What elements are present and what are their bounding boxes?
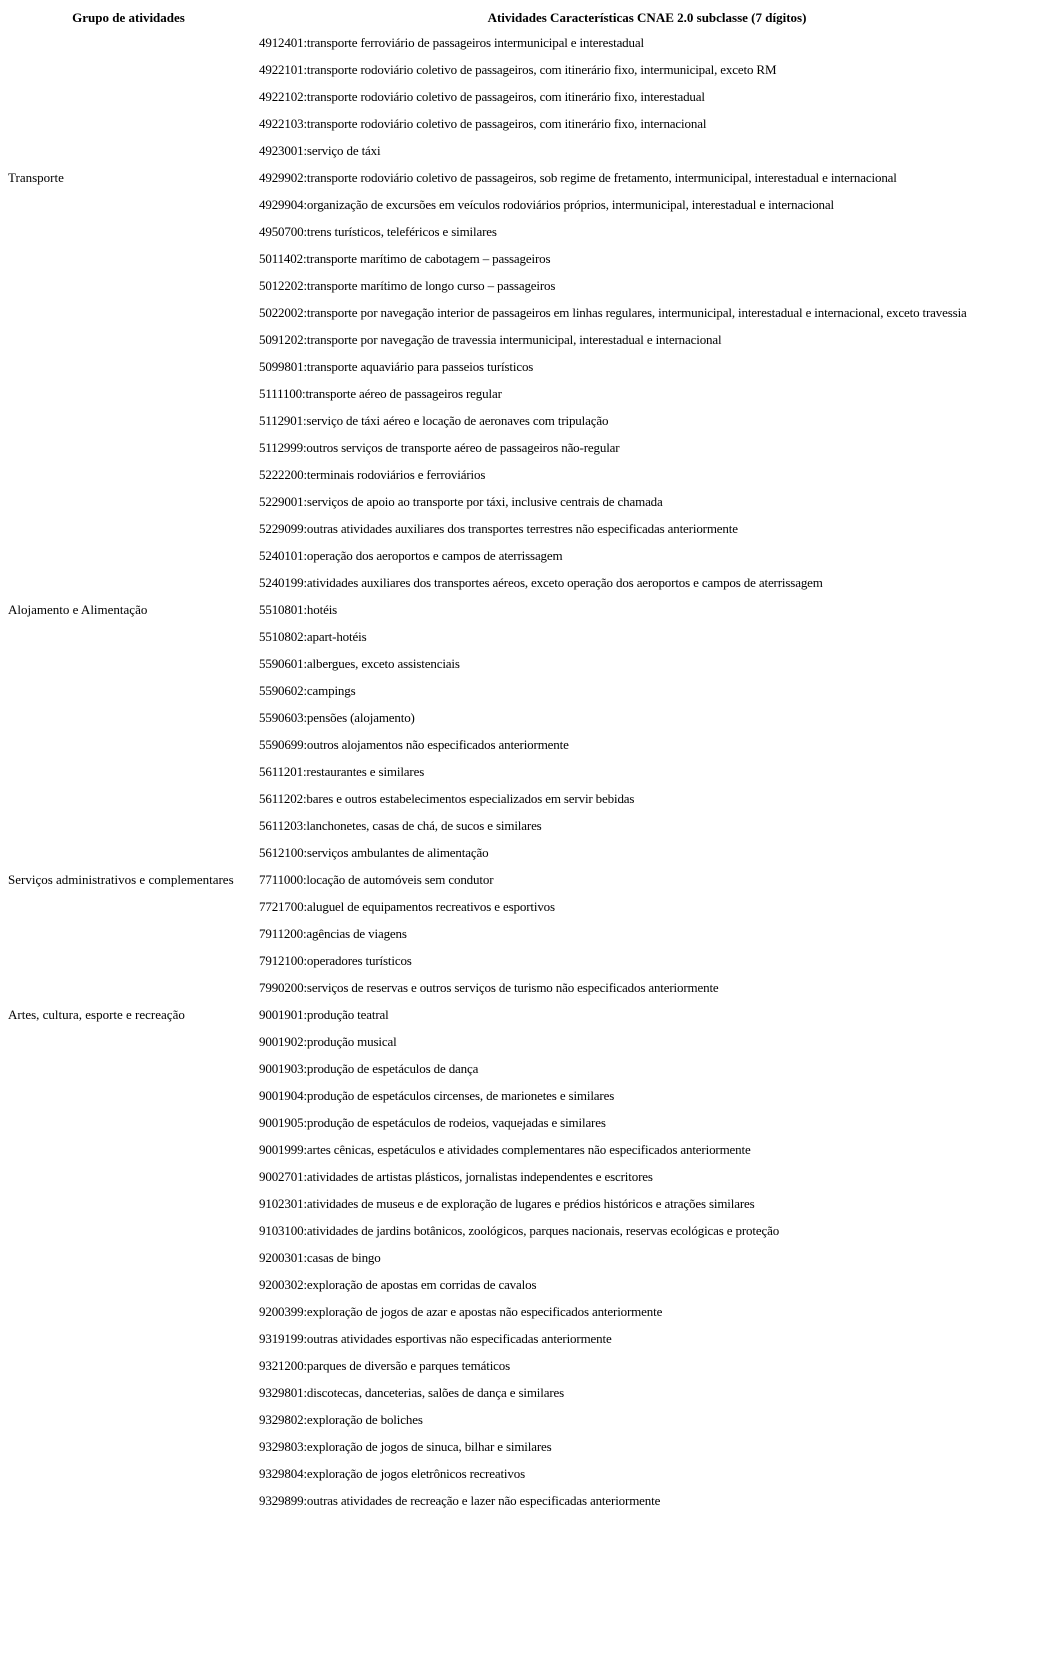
table-row xyxy=(0,1249,1053,1276)
table-row xyxy=(0,898,1053,925)
table-row xyxy=(0,682,1053,709)
table-row xyxy=(0,1330,1053,1357)
table-row xyxy=(0,439,1053,466)
table-row xyxy=(0,493,1053,520)
table-row xyxy=(0,655,1053,682)
activity-cell: 9329802:exploração de boliches xyxy=(259,1412,423,1427)
activity-cell: 5099801:transporte aquaviário para passeios turísticos xyxy=(259,359,534,374)
activity-cell: 5091202:transporte por navegação de travessia intermunicipal, interestadual e internacional xyxy=(259,332,722,347)
activity-cell: 9319199:outras atividades esportivas não especificadas anteriormente xyxy=(259,1331,612,1346)
table-row xyxy=(0,466,1053,493)
activity-cell: 5111100:transporte aéreo de passageiros regular xyxy=(259,386,502,401)
activity-cell: 5240101:operação dos aeroportos e campos de aterrissagem xyxy=(259,548,563,563)
activity-cell: 5229099:outras atividades auxiliares dos transportes terrestres não especificadas anteriormente xyxy=(259,521,738,536)
activity-cell: 7711000:locação de automóveis sem condutor xyxy=(259,872,494,887)
table-row xyxy=(0,1195,1053,1222)
activity-cell: 9001904:produção de espetáculos circenses, de marionetes e similares xyxy=(259,1088,615,1103)
group-cell: Serviços administrativos e complementares xyxy=(8,872,234,887)
activity-cell: 9002701:atividades de artistas plásticos, jornalistas independentes e escritores xyxy=(259,1169,653,1184)
table-row xyxy=(0,709,1053,736)
activity-cell: 9001905:produção de espetáculos de rodeios, vaquejadas e similares xyxy=(259,1115,606,1130)
activity-cell: 5112901:serviço de táxi aéreo e locação de aeronaves com tripulação xyxy=(259,413,609,428)
table-row xyxy=(0,1141,1053,1168)
activity-cell: 5612100:serviços ambulantes de alimentação xyxy=(259,845,489,860)
table-row xyxy=(0,1357,1053,1384)
table-row xyxy=(0,169,1053,196)
table-row xyxy=(0,1411,1053,1438)
activity-cell: 9200399:exploração de jogos de azar e apostas não especificados anteriormente xyxy=(259,1304,663,1319)
table-row xyxy=(0,1492,1053,1519)
activity-cell: 7990200:serviços de reservas e outros serviços de turismo não especificados anteriormente xyxy=(259,980,719,995)
table-row xyxy=(0,304,1053,331)
activity-cell: 5590601:albergues, exceto assistenciais xyxy=(259,656,460,671)
activity-cell: 4912401:transporte ferroviário de passageiros intermunicipal e interestadual xyxy=(259,35,644,50)
table-row xyxy=(0,277,1053,304)
table-row xyxy=(0,88,1053,115)
activity-cell: 9200301:casas de bingo xyxy=(259,1250,381,1265)
activity-cell: 9321200:parques de diversão e parques temáticos xyxy=(259,1358,511,1373)
table-row xyxy=(0,142,1053,169)
column-header-activities: Atividades Características CNAE 2.0 subclasse (7 dígitos) xyxy=(487,10,807,25)
activity-cell: 9001903:produção de espetáculos de dança xyxy=(259,1061,479,1076)
activity-cell: 4922103:transporte rodoviário coletivo de passageiros, com itinerário fixo, internacional xyxy=(259,116,707,131)
activity-cell: 5240199:atividades auxiliares dos transportes aéreos, exceto operação dos aeroportos e campos de aterrissagem xyxy=(259,575,823,590)
table-row xyxy=(0,385,1053,412)
table-body xyxy=(0,34,1053,1519)
table-row xyxy=(0,1006,1053,1033)
group-cell: Alojamento e Alimentação xyxy=(8,602,148,617)
column-header-group: Grupo de atividades xyxy=(72,10,185,25)
activity-cell: 9001901:produção teatral xyxy=(259,1007,389,1022)
activity-cell: 4950700:trens turísticos, teleféricos e similares xyxy=(259,224,497,239)
table-row xyxy=(0,628,1053,655)
table-row xyxy=(0,115,1053,142)
table-row xyxy=(0,1168,1053,1195)
activity-cell: 7911200:agências de viagens xyxy=(259,926,407,941)
activity-cell: 5510801:hotéis xyxy=(259,602,338,617)
activity-cell: 5590602:campings xyxy=(259,683,356,698)
activity-cell: 5011402:transporte marítimo de cabotagem – passageiros xyxy=(259,251,551,266)
table-row xyxy=(0,1384,1053,1411)
table-row xyxy=(0,1303,1053,1330)
table-row xyxy=(0,1438,1053,1465)
table-row xyxy=(0,358,1053,385)
activity-cell: 9329803:exploração de jogos de sinuca, bilhar e similares xyxy=(259,1439,552,1454)
activity-cell: 5611201:restaurantes e similares xyxy=(259,764,425,779)
table-row xyxy=(0,412,1053,439)
table-row xyxy=(0,952,1053,979)
group-cell: Artes, cultura, esporte e recreação xyxy=(8,1007,185,1022)
activity-cell: 5222200:terminais rodoviários e ferroviários xyxy=(259,467,486,482)
activity-cell: 9102301:atividades de museus e de exploração de lugares e prédios históricos e atrações similares xyxy=(259,1196,755,1211)
activity-cell: 5012202:transporte marítimo de longo curso – passageiros xyxy=(259,278,556,293)
activity-cell: 4929904:organização de excursões em veículos rodoviários próprios, intermunicipal, interestadual e internacional xyxy=(259,197,834,212)
table-row xyxy=(0,34,1053,61)
table-row xyxy=(0,871,1053,898)
table-row xyxy=(0,736,1053,763)
table-row xyxy=(0,520,1053,547)
table-row xyxy=(0,925,1053,952)
table-row xyxy=(0,223,1053,250)
table-row xyxy=(0,574,1053,601)
activity-cell: 9200302:exploração de apostas em corridas de cavalos xyxy=(259,1277,537,1292)
table-row xyxy=(0,1087,1053,1114)
activity-cell: 4922102:transporte rodoviário coletivo de passageiros, com itinerário fixo, interestadual xyxy=(259,89,705,104)
table-row xyxy=(0,1033,1053,1060)
table-row xyxy=(0,1465,1053,1492)
activity-cell: 9103100:atividades de jardins botânicos, zoológicos, parques nacionais, reservas ecológicas e proteção xyxy=(259,1223,780,1238)
activity-cell: 9329801:discotecas, danceterias, salões de dança e similares xyxy=(259,1385,565,1400)
activity-cell: 7912100:operadores turísticos xyxy=(259,953,412,968)
table-row xyxy=(0,250,1053,277)
table-row xyxy=(0,844,1053,871)
activity-cell: 5611202:bares e outros estabelecimentos especializados em servir bebidas xyxy=(259,791,635,806)
table-row xyxy=(0,61,1053,88)
table-row xyxy=(0,196,1053,223)
table-row xyxy=(0,331,1053,358)
table-row xyxy=(0,790,1053,817)
table-row xyxy=(0,547,1053,574)
activity-cell: 5112999:outros serviços de transporte aéreo de passageiros não-regular xyxy=(259,440,620,455)
activity-cell: 5229001:serviços de apoio ao transporte por táxi, inclusive centrais de chamada xyxy=(259,494,663,509)
activity-cell: 5590699:outros alojamentos não especificados anteriormente xyxy=(259,737,569,752)
activity-cell: 5611203:lanchonetes, casas de chá, de sucos e similares xyxy=(259,818,542,833)
table-row xyxy=(0,1276,1053,1303)
table-row xyxy=(0,763,1053,790)
table-row xyxy=(0,1060,1053,1087)
table-row xyxy=(0,979,1053,1006)
group-cell: Transporte xyxy=(8,170,64,185)
table-row xyxy=(0,1114,1053,1141)
activity-cell: 9001999:artes cênicas, espetáculos e atividades complementares não especificados anteriormente xyxy=(259,1142,751,1157)
activity-cell: 5510802:apart-hotéis xyxy=(259,629,367,644)
table-row xyxy=(0,1222,1053,1249)
activity-cell: 4923001:serviço de táxi xyxy=(259,143,381,158)
activity-cell: 4929902:transporte rodoviário coletivo de passageiros, sob regime de fretamento, intermunicipal, interestadual e internacional xyxy=(259,170,897,185)
activity-cell: 4922101:transporte rodoviário coletivo de passageiros, com itinerário fixo, intermunicipal, exceto RM xyxy=(259,62,777,77)
table-row xyxy=(0,817,1053,844)
activity-cell: 5022002:transporte por navegação interior de passageiros em linhas regulares, intermunicipal, interestadual e internacional, exceto travessia xyxy=(259,305,967,320)
activity-cell: 5590603:pensões (alojamento) xyxy=(259,710,415,725)
activity-cell: 9329899:outras atividades de recreação e lazer não especificadas anteriormente xyxy=(259,1493,661,1508)
table-row xyxy=(0,601,1053,628)
activity-cell: 9329804:exploração de jogos eletrônicos recreativos xyxy=(259,1466,525,1481)
activity-cell: 7721700:aluguel de equipamentos recreativos e esportivos xyxy=(259,899,555,914)
activity-cell: 9001902:produção musical xyxy=(259,1034,397,1049)
